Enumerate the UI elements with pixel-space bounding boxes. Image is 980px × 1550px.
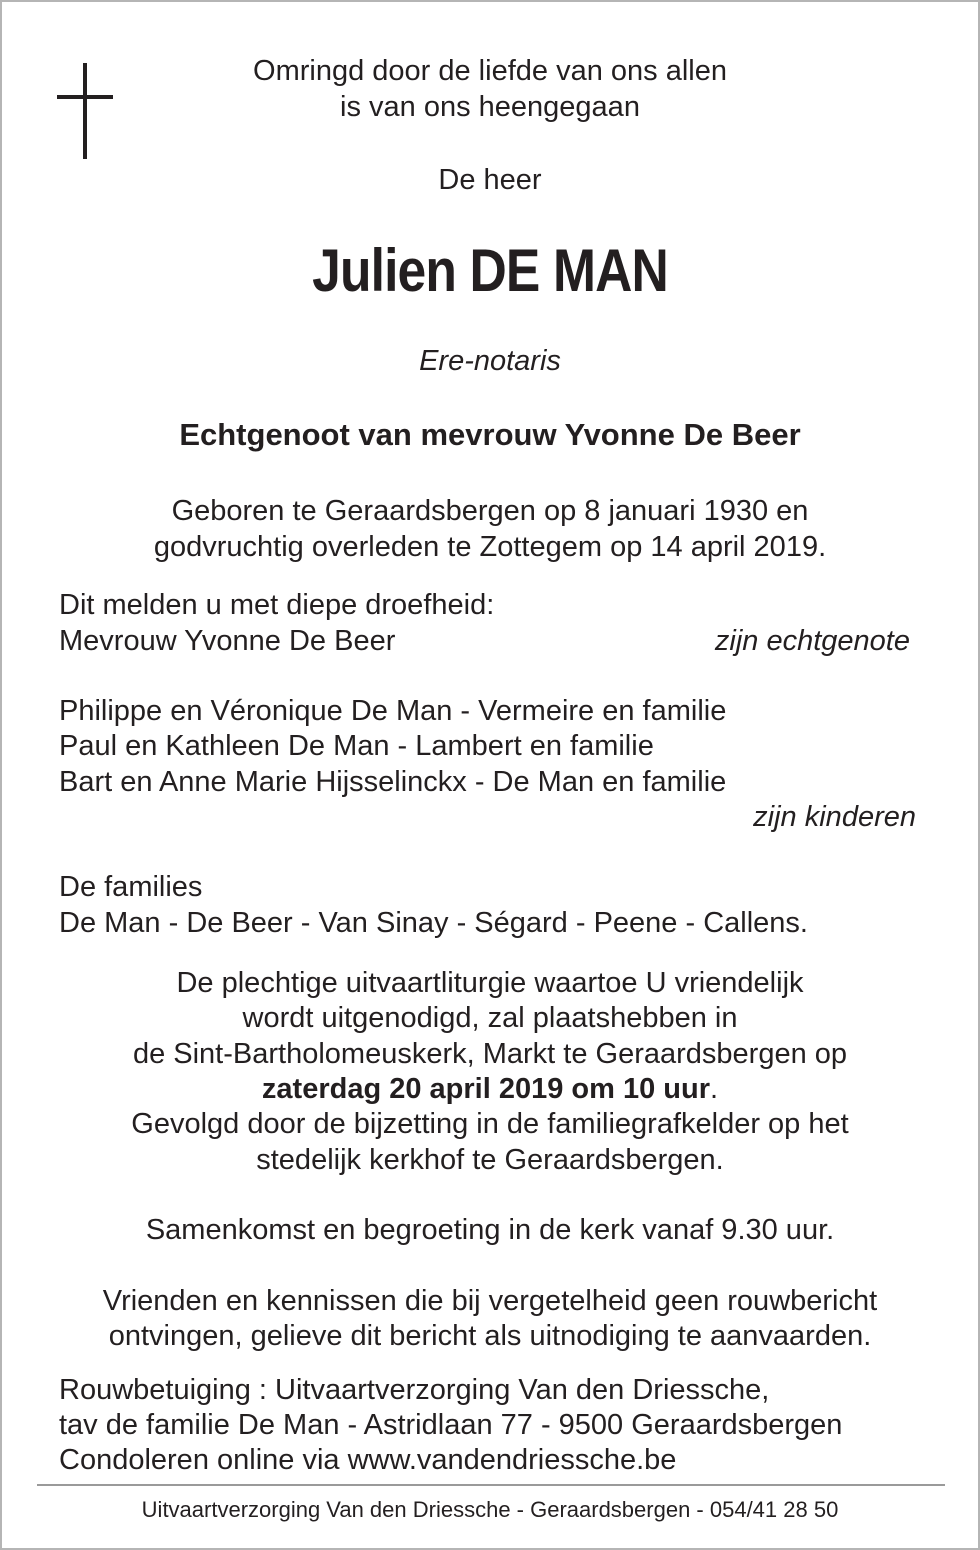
intro-line-1: Omringd door de liefde van ons allen: [253, 55, 727, 87]
intro-line-2: is van ons heengegaan: [340, 91, 640, 123]
friends-line-1: Vrienden en kennissen die bij vergetelheid geen rouwbericht: [102, 1285, 878, 1317]
families-list: De Man - De Beer - Van Sinay - Ségard - Peene - Callens.: [59, 907, 808, 939]
funeral-date: [0, 1071, 980, 1107]
funeral-date-bold: zaterdag 20 april 2019 om 10 uur: [261, 1073, 711, 1105]
spouse-name: Mevrouw Yvonne De Beer: [59, 625, 396, 657]
profession: Ere-notaris: [419, 345, 561, 377]
funeral-line-6: stedelijk kerkhof te Geraardsbergen.: [256, 1144, 724, 1176]
friends-line-2: ontvingen, gelieve dit bericht als uitnodiging te aanvaarden.: [108, 1320, 872, 1352]
condolences-line-1: Rouwbetuiging : Uitvaartverzorging Van den Driessche,: [59, 1374, 770, 1406]
child-line: Bart en Anne Marie Hijsselinckx - De Man en familie: [59, 766, 727, 798]
funeral-line-2: wordt uitgenodigd, zal plaatshebben in: [242, 1002, 738, 1034]
funeral-line-5: Gevolgd door de bijzetting in de familiegrafkelder op het: [131, 1108, 849, 1140]
condolences-line-2: tav de familie De Man - Astridlaan 77 - 9500 Geraardsbergen: [59, 1409, 843, 1441]
condolences-line-3: Condoleren online via www.vandendriessche.be: [59, 1444, 677, 1476]
salutation: De heer: [438, 164, 542, 196]
footer-divider: [37, 1484, 945, 1486]
footer-text: Uitvaartverzorging Van den Driessche - Geraardsbergen - 054/41 28 50: [141, 1497, 839, 1522]
death-line: godvruchtig overleden te Zottegem op 14 april 2019.: [153, 531, 827, 563]
deceased-name: Julien DE MAN: [312, 237, 668, 304]
funeral-line-1: De plechtige uitvaartliturgie waartoe U vriendelijk: [176, 967, 804, 999]
birth-line: Geboren te Geraardsbergen op 8 januari 1930 en: [171, 495, 809, 527]
funeral-date-suffix: .: [710, 1073, 719, 1105]
spouse-role: zijn echtgenote: [714, 625, 910, 657]
children-role: zijn kinderen: [753, 801, 916, 833]
child-line: Paul en Kathleen De Man - Lambert en familie: [59, 730, 654, 762]
gathering-line: Samenkomst en begroeting in de kerk vanaf 9.30 uur.: [145, 1214, 835, 1246]
funeral-line-3: de Sint-Bartholomeuskerk, Markt te Geraardsbergen op: [132, 1038, 848, 1070]
spouse-line: Echtgenoot van mevrouw Yvonne De Beer: [179, 417, 801, 452]
announcement-heading: Dit melden u met diepe droefheid:: [59, 589, 495, 621]
child-line: Philippe en Véronique De Man - Vermeire en familie: [59, 695, 727, 727]
families-heading: De families: [59, 871, 203, 903]
